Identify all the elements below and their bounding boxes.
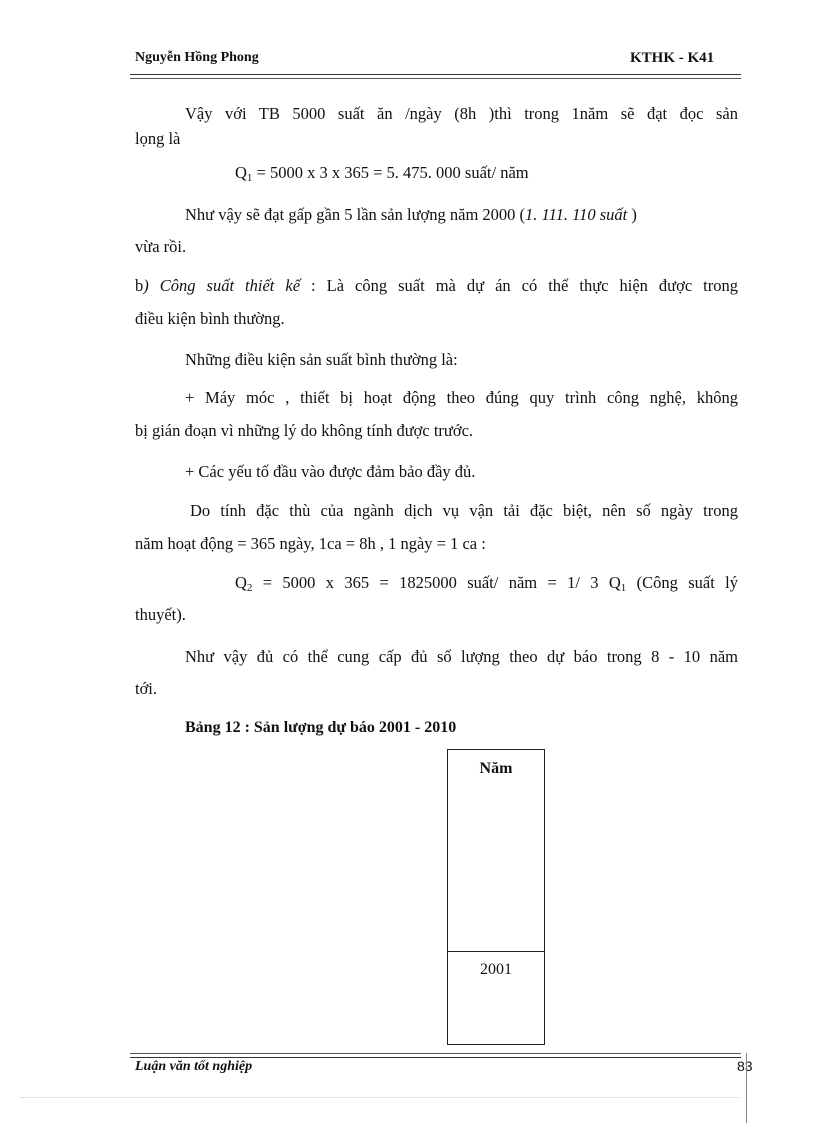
- paragraph-8-line-1: Như vậy đủ có thể cung cấp đủ số lượng theo dự báo trong 8 - 10 năm: [185, 647, 738, 666]
- table-cell-year: 2001: [480, 961, 512, 978]
- formula-q2-line-2: thuyết).: [135, 605, 186, 624]
- formula-q1: $Q_1 = 5000$ x 3 x 365 = 5. 475. 000 suất/ năm: [235, 163, 529, 184]
- page-number: 83: [737, 1058, 753, 1074]
- table-row: [447, 951, 545, 1045]
- paragraph-1-line-2: lọng là: [135, 129, 181, 148]
- table-header-cell: [447, 749, 545, 952]
- paragraph-1-line-1: Vậy với TB 5000 suất ăn /ngày (8h )thì trong 1năm sẽ đạt đọc sản: [185, 104, 738, 123]
- footer-rule-thin: [130, 1053, 741, 1054]
- table-title: Bảng 12 : Sản lượng dự báo 2001 - 2010: [185, 719, 457, 736]
- table-header-label: Năm: [479, 760, 513, 777]
- paragraph-4: Những điều kiện sản suất bình thường là:: [185, 350, 458, 369]
- header-rule: [130, 74, 741, 75]
- paragraph-5-line-1: + Máy móc , thiết bị hoạt động theo đúng quy trình công nghệ, không: [185, 388, 738, 407]
- paragraph-2-line-1: Như vậy sẽ đạt gấp gần 5 lần sản lượng năm 2000 (1. 111. 110 suất ): [185, 205, 637, 224]
- page-bottom-dotted-rule: [20, 1097, 740, 1098]
- header-class-code: KTHK - K41: [630, 50, 715, 66]
- paragraph-3-line-1: b) Công suất thiết kế : Là công suất mà dự án có thể thực hiện được trong: [135, 276, 738, 295]
- formula-q2: $Q_2 = 5000$ x 365 = 1825000 suất/ năm = 1/ 3 $Q_1$ (Công suất lý: [235, 573, 738, 594]
- paragraph-3-line-2: điều kiện bình thường.: [135, 309, 285, 328]
- header-author: Nguyễn Hồng Phong: [135, 50, 259, 65]
- footer-rule: [130, 1057, 741, 1058]
- footer-vertical-rule: [746, 1053, 747, 1123]
- paragraph-8-line-2: tới.: [135, 679, 158, 698]
- paragraph-2-line-2: vừa rồi.: [135, 237, 187, 256]
- paragraph-6: + Các yếu tố đầu vào được đảm bảo đầy đủ.: [185, 462, 476, 481]
- footer-label: Luận văn tốt nghiệp: [135, 1059, 253, 1074]
- paragraph-7-line-2: năm hoạt động = 365 ngày, 1ca = 8h , 1 ngày = 1 ca :: [135, 534, 486, 553]
- paragraph-7-line-1: Do tính đặc thù của ngành dịch vụ vận tải đặc biệt, nên số ngày trong: [190, 501, 738, 520]
- header-rule-thin: [130, 78, 741, 79]
- paragraph-5-line-2: bị gián đoạn vì những lý do không tính được trước.: [135, 421, 474, 440]
